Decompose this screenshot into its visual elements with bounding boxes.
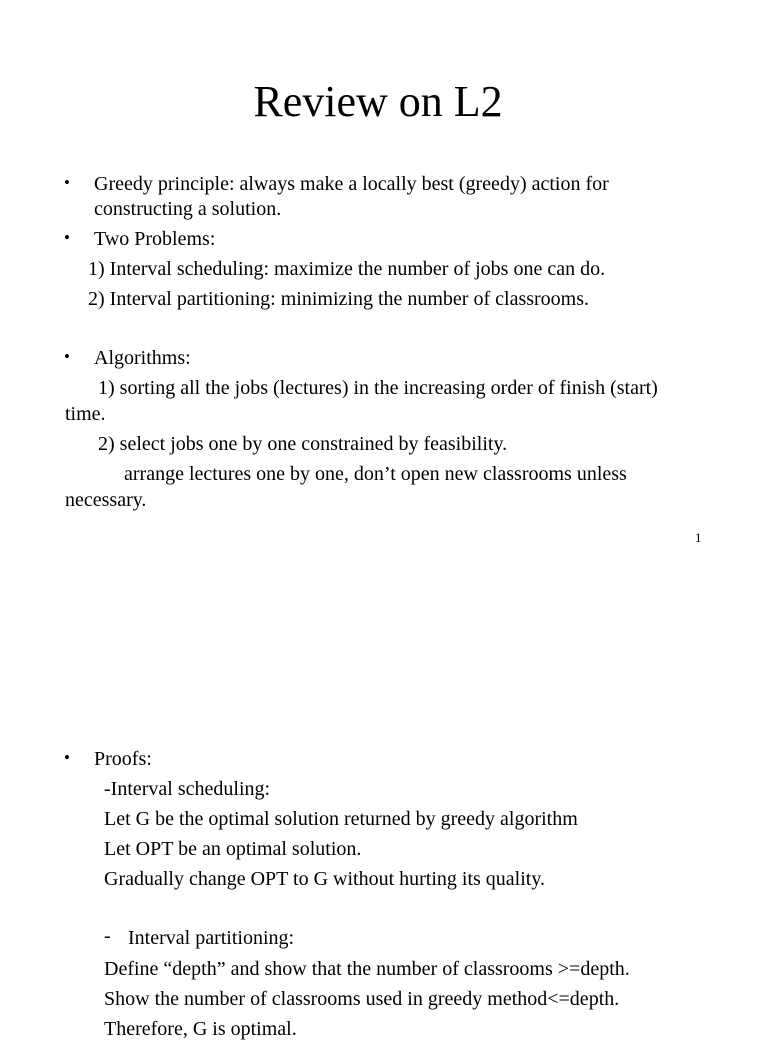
bullet-marker: • — [64, 173, 70, 192]
greedy-principle-line-2: constructing a solution. — [94, 198, 282, 220]
bullet-marker: • — [64, 748, 70, 767]
algorithm-step-1-line-1: 1) sorting all the jobs (lectures) in the increasing order of finish (start) — [98, 377, 658, 399]
algorithm-step-1-line-2: time. — [65, 403, 106, 425]
two-problems-heading: Two Problems: — [94, 228, 216, 250]
proof-line-3: Gradually change OPT to G without hurting its quality. — [104, 868, 546, 890]
proof-line-1: Let G be the optimal solution returned by greedy algorithm — [104, 808, 578, 830]
proof-line-2: Let OPT be an optimal solution. — [104, 838, 362, 860]
partition-line-3: Therefore, G is optimal. — [104, 1018, 297, 1040]
problem-interval-scheduling: 1) Interval scheduling: maximize the number of jobs one can do. — [88, 258, 606, 280]
page-number: 1 — [695, 530, 702, 545]
proofs-heading: Proofs: — [94, 748, 152, 770]
partition-line-1: Define “depth” and show that the number of classrooms >=depth. — [104, 958, 630, 980]
interval-partitioning-heading: Interval partitioning: — [128, 927, 295, 949]
bullet-marker: • — [64, 228, 70, 247]
interval-scheduling-heading: -Interval scheduling: — [104, 778, 271, 800]
algorithm-step-2: 2) select jobs one by one constrained by feasibility. — [98, 433, 508, 455]
problem-interval-partitioning: 2) Interval partitioning: minimizing the number of classrooms. — [88, 288, 590, 310]
greedy-principle-line-1: Greedy principle: always make a locally best (greedy) action for — [94, 173, 609, 195]
slide-title: Review on L2 — [253, 77, 503, 126]
dash-marker: - — [104, 925, 111, 947]
algorithm-step-2b-line-1: arrange lectures one by one, don’t open new classrooms unless — [124, 463, 627, 485]
partition-line-2: Show the number of classrooms used in greedy method<=depth. — [104, 988, 620, 1010]
algorithms-heading: Algorithms: — [94, 347, 191, 369]
bullet-marker: • — [64, 347, 70, 366]
algorithm-step-2b-line-2: necessary. — [65, 489, 147, 511]
